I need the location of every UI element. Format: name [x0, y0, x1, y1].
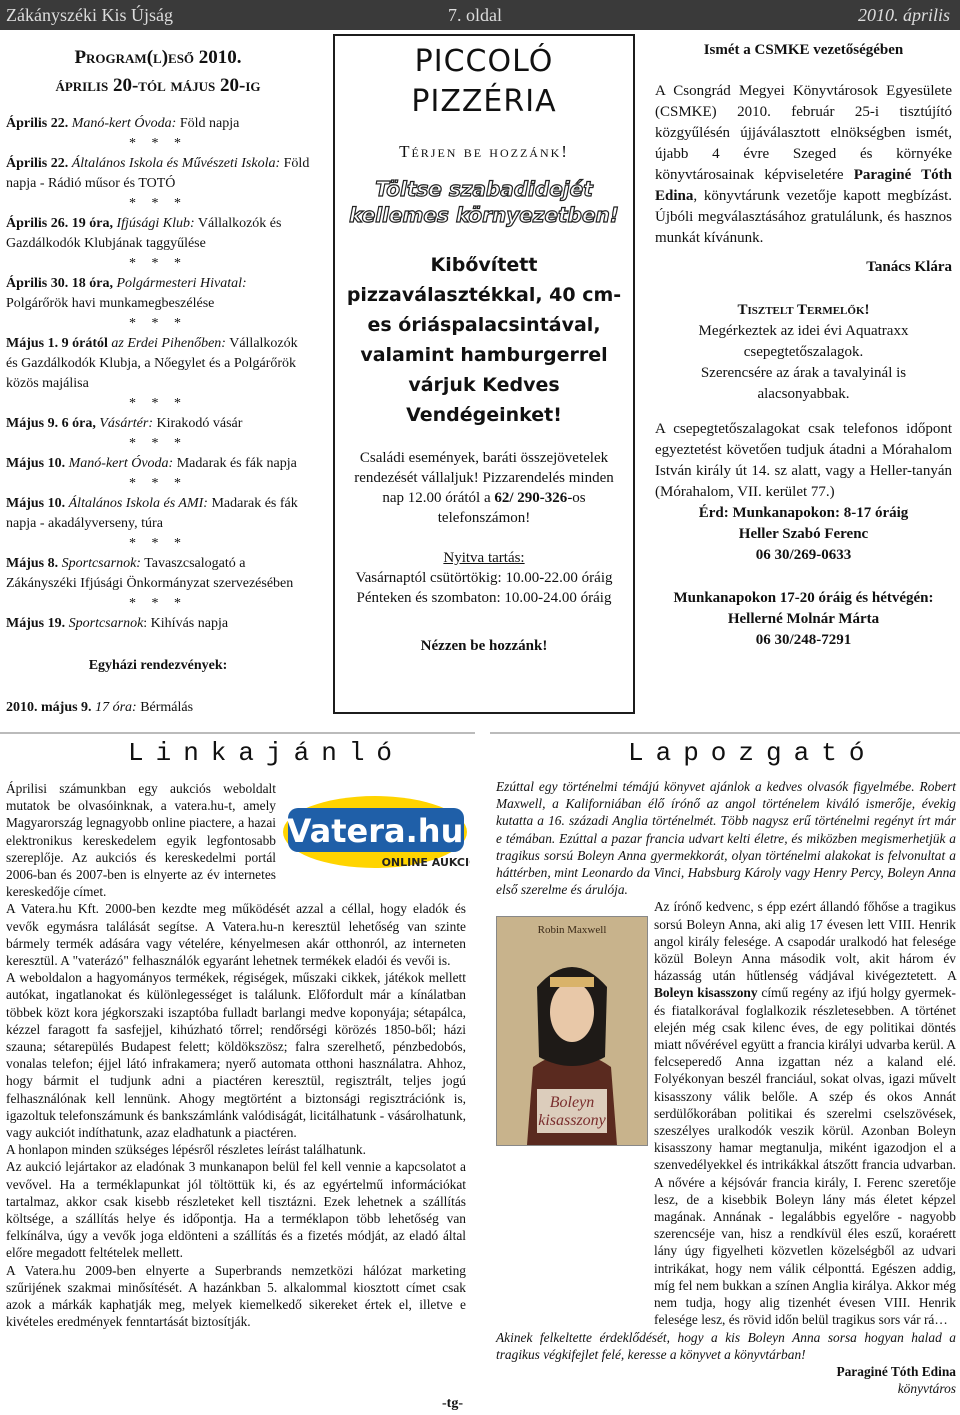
program-item-text: Madarak és fák napja — [173, 456, 297, 471]
newspaper-name: Zákányszéki Kis Újság — [6, 5, 173, 25]
church-date: 2010. május 9. — [6, 700, 92, 715]
linkajanlo-signature: -tg- — [442, 1396, 463, 1411]
lap-body: Az írónő kedvenc, s épp ezért állandó főhőse a tragikus sorsú Boleyn Anna, aki alig 17 évesen lett VIII. Henrik angol király felesége. A csapodár uralkodó hat felesége közül Boleyn Anna második volt, akit három év házasság után hűtlenség vádjával kivégeztetett. A Boleyn kisasszony című regény az ifjú holgy gyermek- és fiatalkorával foglalkozik részletesebben. A történet elején még csak kilenc éves, de egy politikai döntés miatt nővérével együtt a francia királyi udvarba kerül. A felcseperedő Anna izgattan néz a kaland elé. Folyékonyan beszél franciául, sokat olvas, igazi művelt kisasszony válik belőle. A szép és okos Annát serdülőkorában politikai és szerelmi cselszövések, szeszélyes uralkodók veszik körül. Azonban Boleyn kisasszony hamar megtanulja, miként igazodjon el a szenvedélyekkel és intrikákkal átszőtt francia udvarban. A nővére a kéjsóvár francia király, I. Ferenc szeretője lesz, de a kisebbik Boleyn lány más életet képzel magának. Annának - legalábbis egyelőre - nagyobb szerencséje van, hisz a rendkívül éles eszű, koraérett lány úgy figyelheti közvetlen közelségből az udvari intrikákat, hogy nem válik célponttá. Egészen addig, míg fel nem bukkan a színen Anglia királya. Akkor még nem tudja, hogy alig tizenhét évesen VIII. Henrik felesége lesz, és rövid időn belül tragikus sors vár rá… — [654, 899, 956, 1328]
hours-weekend: Pénteken és szombaton: 10.00-24.00 óráig — [356, 590, 612, 606]
program-item-text: Föld napja — [176, 116, 240, 131]
separator-stars: * * * — [129, 316, 187, 331]
program-item-place: Általános Iskola és AMI: — [68, 496, 208, 511]
program-item-date: Április 26. 19 óra, — [6, 216, 113, 231]
link-p3: A weboldalon a hagyományos termékek, régiségek, műszaki cikkek, játékok mellett autókat, ingatlanokat és különlegességet is találunk. Előfordult már a kínálatban többek közt kora jégkorszaki iszaptóba fulladt barlangi medve koponyája; sétapálca, kézzel faragott fa sasfejjel, kihúzható tőrrel; rendőrségi körözés 1850-ből; házi szauna; sétarepülés Budapest felett; köldökszösz; falra szerelhető, pénzbedobós, vonalas telefon; éjjel látó infrakamera; nyerő automata otthoni használatra. Ahhoz, hogy bármit el tudjunk adni a piactéren keresztül, regisztrált, teljes jogú felhasználónak kell lennünk. Ahogy megtörtént a biztonsági regisztrációnk is, igazoltuk telefonszámunk és bankszámlánk valódiságát, licitálhatunk - vásárolhatunk, vagy aukciót indíthatunk, azaz eladhatunk a piactéren. — [6, 970, 466, 1141]
program-item — [6, 554, 310, 594]
program-item-date: Április 22. — [6, 116, 69, 131]
program-item-text: Kirakodó vásár — [153, 416, 243, 431]
pizzeria-slogan-2: kellemes környezetben! — [349, 203, 619, 227]
program-item — [6, 494, 310, 534]
pizzeria-slogan-1: Töltse szabadidejét — [375, 177, 593, 201]
program-item-date: Április 22. — [6, 156, 69, 171]
program-item — [6, 154, 310, 194]
program-item-text: Vállalkozók és Gazdálkodók Klubjának taggyűlése — [6, 216, 282, 251]
book-cover-image — [496, 916, 648, 1146]
linkajanlo-heading-bar — [0, 732, 475, 770]
pizzeria-ad — [333, 34, 635, 714]
separator-stars: * * * — [129, 536, 187, 551]
issue-date: 2010. április — [857, 5, 950, 25]
program-item-date: Május 1. 9 órától — [6, 336, 108, 351]
program-item-text: Polgárőrök havi munkamegbeszélése — [6, 296, 215, 311]
church-event — [6, 698, 310, 718]
program-subtitle: április 20-tól május 20-ig — [55, 75, 261, 96]
pizzeria-name-1: PICCOLÓ — [414, 44, 554, 79]
separator-stars: * * * — [129, 256, 187, 271]
program-item-text: Vállalkozók és Gazdálkodók Klubja, a Nőegylet és a Polgárőrök közös majálisa — [6, 336, 298, 391]
hours-title: Nyitva tartás: — [443, 550, 525, 566]
pizzeria-cta: Nézzen be hozzánk! — [420, 638, 548, 654]
program-item-date: Május 10. — [6, 496, 66, 511]
contact-name-1: Heller Szabó Ferenc — [738, 526, 869, 542]
vatera-logo-sub: ONLINE AUKCIÓ — [381, 856, 470, 869]
separator-stars: * * * — [129, 196, 187, 211]
program-item-text: Föld napja - Rádió műsor és TOTÓ — [6, 156, 310, 191]
pizzeria-phone: 62/ 290-326 — [494, 490, 568, 506]
contact-name-2: Hellerné Molnár Márta — [727, 611, 880, 627]
program-item — [6, 454, 310, 474]
link-p1: Áprilisi számunkban egy aukciós weboldalt mutatok be olvasóinknak, a vatera.hu-t, amely Magyarország legnagyobb online piactere, a hazai elektronikus kereskedelem egyik legfontosabb szereplője. Az aukciós és kereskedelmi portál 2006-ban és 2007-ben is elnyerte az év internetes kereskedője címet. — [6, 781, 276, 900]
lapozgato-heading: Lapozgató — [628, 738, 877, 768]
program-item-place: Ifjúsági Klub: — [116, 216, 195, 231]
program-item-text: : Kihívás napja — [143, 616, 229, 631]
notice-box — [655, 300, 952, 405]
program-item — [6, 334, 310, 394]
notice-weekend: Munkanapokon 17-20 óráig és hétvégén: — [673, 590, 934, 606]
link-p4: A honlapon minden szükséges lépésről részletes leírást találhatunk. — [6, 1142, 366, 1158]
pizzeria-offer: Kibővített pizzaválasztékkal, 40 cm-es óriáspalacsintával, valamint hamburgerrel várjuk Kedves Vendégeinket! — [346, 254, 622, 426]
program-item-date: Május 19. — [6, 616, 66, 631]
separator-stars: * * * — [129, 476, 187, 491]
lap-outro: Akinek felkeltette érdeklődését, hogy a kis Boleyn Anna sorsa hogyan halad a tragikus végkifejlet felé, keresse a könyvet a könyvtárban! — [496, 1329, 956, 1362]
program-item — [6, 114, 310, 134]
lap-signature: Paraginé Tóth Edina — [836, 1363, 956, 1379]
program-item-date: Május 8. — [6, 556, 59, 571]
csmke-body: A Csongrád Megyei Könyvtárosok Egyesülete (CSMKE) 2010. február 25-i tisztújító közgyűlésén újjáválasztott elnökségben ismét, újabb 4 évre Szeged és környéke könyvtárosainak képviseletére Paraginé Tóth Edina, könyvtárunk vezetője kapott megbízást. Újbóli megválasztásához gratulálunk, és hasznos munkát kívánunk. — [655, 83, 953, 246]
separator-stars: * * * — [129, 136, 187, 151]
link-p6: A Vatera.hu 2009-ben elnyerte a Superbrands nemzetközi hálózat marketing szűrijének szakmai minősítését. A hazánkban 5. alkalommal kiosztott címet csak azok a márkák kaphatják meg, melyek kiemelkedő sikereket értek el, illetve e kivételes eredmények fenntartását biztosítják. — [6, 1262, 466, 1330]
program-item-place: Vásártér: — [99, 416, 153, 431]
pizzeria-name-2: PIZZÉRIA — [411, 84, 557, 119]
notice-body: A csepegtetőszalagokat csak telefonos időpont egyeztetést követően tudjuk átadni a Mórahalom István király út 14. sz alatt, vagy a Heller-tanyán (Mórahalom, VII. kerület 77.) — [655, 421, 952, 500]
program-title: Program(l)eső 2010. — [74, 47, 242, 68]
separator-stars: * * * — [129, 396, 187, 411]
opening-hours — [335, 548, 633, 608]
linkajanlo-article — [6, 780, 466, 1331]
link-p2: A Vatera.hu Kft. 2000-ben kezdte meg működését azzal a céllal, hogy eladók és vevők egymásra találását segítse. A Vatera.hu-n keresztül lehetőség van szinte bármely termék adására vagy vételére, kényelmesen akár otthonról, az interneten keresztül. A "vaterázó" felhasználók egyaránt lehetnek termékek eladói és vevői is. — [6, 901, 466, 969]
program-item-place: Manó-kert Óvoda: — [68, 456, 174, 471]
notice-erd: Érd: Munkanapokon: 8-17 óráig — [698, 505, 909, 521]
program-item — [6, 274, 310, 314]
book-title-2: kisasszony — [538, 1112, 606, 1129]
program-item-place: Sportcsarnok — [68, 616, 144, 631]
program-item-place: Polgármesteri Hivatal: — [116, 276, 247, 291]
separator-stars: * * * — [129, 596, 187, 611]
program-column — [6, 40, 310, 718]
program-item-text: Tavaszcsalogató a Zákányszéki Ifjúsági Önkormányzat szervezésében — [6, 556, 294, 591]
link-p5: Az aukció lejártakor az eladónak 3 munkanapon belül fel kell vennie a kapcsolatot a vevővel. Ha a terméklapunkat jól töltöttük ki, és az egyértelmű információkat tartalmaz, akkor csak kisebb részleteket kell tisztázni. Ezek lehetnek a szállítás költsége, a szállítás helye és időpontja. Ha a terméklapon több lehetőség van felkínálva, úgy a vevők joga eldönteni a szállítás és a fizetés módját, az eladó által előre megadott feltételek mellett. — [6, 1159, 466, 1261]
program-item-place: az Erdei Pihenőben: — [111, 336, 226, 351]
church-title: Egyházi rendezvények: — [88, 658, 228, 673]
lap-intro: Ezúttal egy történelmi témájú könyvet ajánlok a kedves olvasók figyelmébe. Robert Maxwell, a Kaliforniában élő írónő az angol történelem kiváló ismerője, évekig kutatta a 16. századi Anglia történelmét. Több nagysz erű történelmi regényt írt már e témában. Ezúttal a pazar francia udvart kelti életre, és miközben megismerhetjük a tragikus sorsú Boleyn Anna gyermekkorát, olyan történelmi alakokat is felvonultat a háttérben, mint Leonardo da Vinci, Habsburg Károly vagy Henry Percy, Boleyn Anna első szerelme és árulója. — [496, 779, 956, 898]
program-item-place: Manó-kert Óvoda: — [71, 116, 177, 131]
page-header — [0, 0, 960, 30]
csmke-person: Paraginé Tóth Edina — [655, 167, 953, 204]
program-item — [6, 214, 310, 254]
program-item-text: Madarak és fák napja - akadályverseny, túra — [6, 496, 298, 531]
program-list — [6, 114, 310, 634]
linkajanlo-heading: Linkajánló — [128, 738, 405, 768]
program-item-date: Április 30. 18 óra, — [6, 276, 113, 291]
notice-title: Tisztelt Termelők! — [737, 302, 870, 318]
page-number: 7. oldal — [448, 5, 502, 25]
book-title-inline: Boleyn kisasszony — [654, 985, 758, 1001]
csmke-signature: Tanács Klára — [866, 259, 952, 275]
separator-stars: * * * — [129, 436, 187, 451]
notice-line-2: Szerencsére az árak a tavalyinál is alacsonyabbak. — [700, 365, 907, 402]
csmke-title: Ismét a CSMKE vezetőségében — [703, 42, 904, 58]
contact-phone-1: 06 30/269-0633 — [755, 547, 852, 563]
vatera-logo-text: Vatera.hu — [286, 812, 464, 850]
program-item — [6, 614, 310, 634]
hours-weekday: Vasárnaptól csütörtökig: 10.00-22.00 óráig — [355, 570, 613, 586]
book-author: Robin Maxwell — [537, 924, 607, 936]
program-item-date: Május 9. 6 óra, — [6, 416, 96, 431]
lap-signature-role: könyvtáros — [897, 1381, 956, 1397]
program-item-place: Sportcsarnok: — [61, 556, 141, 571]
program-item-place: Általános Iskola és Művészeti Iskola: — [71, 156, 281, 171]
program-item — [6, 414, 310, 434]
pizzeria-events: Családi események, baráti összejövetelek rendezését vállaljuk! Pizzarendelés minden nap 12.00 órától a 62/ 290-326-os telefonszámon! — [354, 450, 614, 526]
lapozgato-heading-bar — [490, 732, 960, 770]
book-title-1: Boleyn — [549, 1094, 595, 1111]
program-item-date: Május 10. — [6, 456, 66, 471]
contact-phone-2: 06 30/248-7291 — [755, 632, 852, 648]
church-time: 17 óra: — [95, 700, 137, 715]
pizzeria-invite: Térjen be hozzánk! — [399, 142, 569, 161]
notice-line-1: Megérkeztek az idei évi Aquatraxx csepegtetőszalagok. — [698, 323, 909, 360]
church-text: Bérmálás — [136, 700, 194, 715]
csmke-column — [655, 40, 952, 651]
